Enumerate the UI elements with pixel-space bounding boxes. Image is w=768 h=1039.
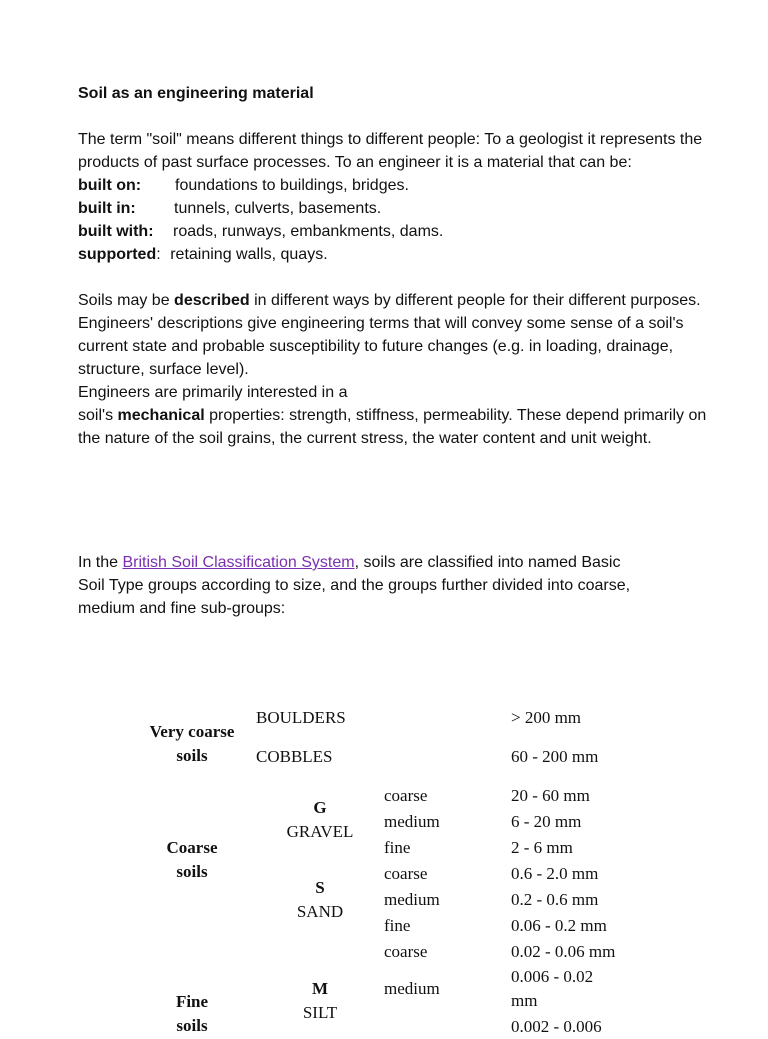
bold-term: described [174,292,250,309]
gravel-sub-coarse: coarse [384,786,428,805]
use-term: built in: [78,200,136,217]
sand-name [255,876,385,924]
document-title: Soil as an engineering material [78,85,314,102]
sand-size-fine: 0.06 - 0.2 mm [511,916,607,935]
silt-size-medium [511,965,593,1013]
text-run: , soils are classified into named Basic Soil Type groups according to size, and the groups further divided into coarse, medium and fine sub-groups: [78,554,631,617]
group-label: soils [176,746,208,765]
boulders-size: > 200 mm [511,708,582,727]
gravel-label: GRAVEL [286,822,354,841]
use-colon: : [156,246,161,263]
gravel-size-medium: 6 - 20 mm [511,812,582,831]
use-built-with [78,220,718,243]
text-run: properties: strength, stiffness, permeability. These depend primarily on the nature of the soil grains, the current stress, the water content and unit weight. [78,407,707,447]
use-text: retaining walls, quays. [170,246,328,263]
sand-label: SAND [296,902,344,921]
sand-sub-fine: fine [384,916,411,935]
gravel-size-coarse: 20 - 60 mm [511,786,590,805]
text-run: In the [78,554,123,571]
use-supported [78,243,718,266]
spacer [78,105,718,128]
use-text: foundations to buildings, bridges. [175,177,409,194]
text-run: Soils may be [78,292,175,309]
interest-line: Engineers are primarily interested in a [78,384,348,401]
gravel-sub-medium: medium [384,812,440,831]
text-run: in different ways by different people for their different purposes. Engineers' descriptions give engineering terms that will convey some sense of a soil's current state and probable susceptibility to future changes (e.g. in loading, drainage, structure, surface level). [78,292,701,378]
cobbles-size: 60 - 200 mm [511,747,599,766]
intro-paragraph: The term "soil" means different things to different people: To a geologist it represents the products of past surface processes. To an engineer it is a material that can be: [78,131,703,171]
silt-label: SILT [302,1003,338,1022]
use-text: roads, runways, embankments, dams. [173,223,444,240]
spacer [78,450,718,551]
sand-sub-medium: medium [384,890,440,909]
use-built-on [78,174,718,197]
text-run: soil's [78,407,118,424]
british-soil-classification-link[interactable]: British Soil Classification System [122,554,355,571]
sand-size-coarse: 0.6 - 2.0 mm [511,864,599,883]
use-term: built on: [78,177,142,194]
spacer [78,266,718,289]
group-label: soils [176,1016,208,1035]
mechanical-paragraph [78,404,718,450]
gravel-symbol: G [313,798,327,817]
gravel-size-fine: 2 - 6 mm [511,838,573,857]
size-part: 0.006 - 0.02 [511,967,594,986]
sand-sub-coarse: coarse [384,864,428,883]
use-built-in [78,197,718,220]
sand-size-medium: 0.2 - 0.6 mm [511,890,599,909]
cobbles-name: COBBLES [256,747,333,766]
group-fine [130,990,254,1038]
group-label: Coarse [166,838,218,857]
silt-name [255,977,385,1025]
described-paragraph [78,289,718,381]
use-text: tunnels, culverts, basements. [174,200,382,217]
silt-size-coarse: 0.02 - 0.06 mm [511,942,616,961]
silt-sub-medium: medium [384,979,440,998]
silt-symbol: M [311,979,329,998]
classification-paragraph [78,551,638,620]
document-body [78,82,718,620]
silt-sub-coarse: coarse [384,942,428,961]
group-label: Very coarse [149,722,235,741]
silt-size-fine: 0.002 - 0.006 [511,1017,602,1036]
size-part: mm [511,991,538,1010]
bold-term: mechanical [117,407,205,424]
gravel-name [255,796,385,844]
group-label: soils [176,862,208,881]
use-term: built with: [78,223,154,240]
group-coarse [130,836,254,884]
group-label: Fine [175,992,209,1011]
use-term: supported [78,246,157,263]
group-very-coarse [130,720,254,768]
gravel-sub-fine: fine [384,838,411,857]
boulders-name: BOULDERS [256,708,346,727]
sand-symbol: S [315,878,325,897]
